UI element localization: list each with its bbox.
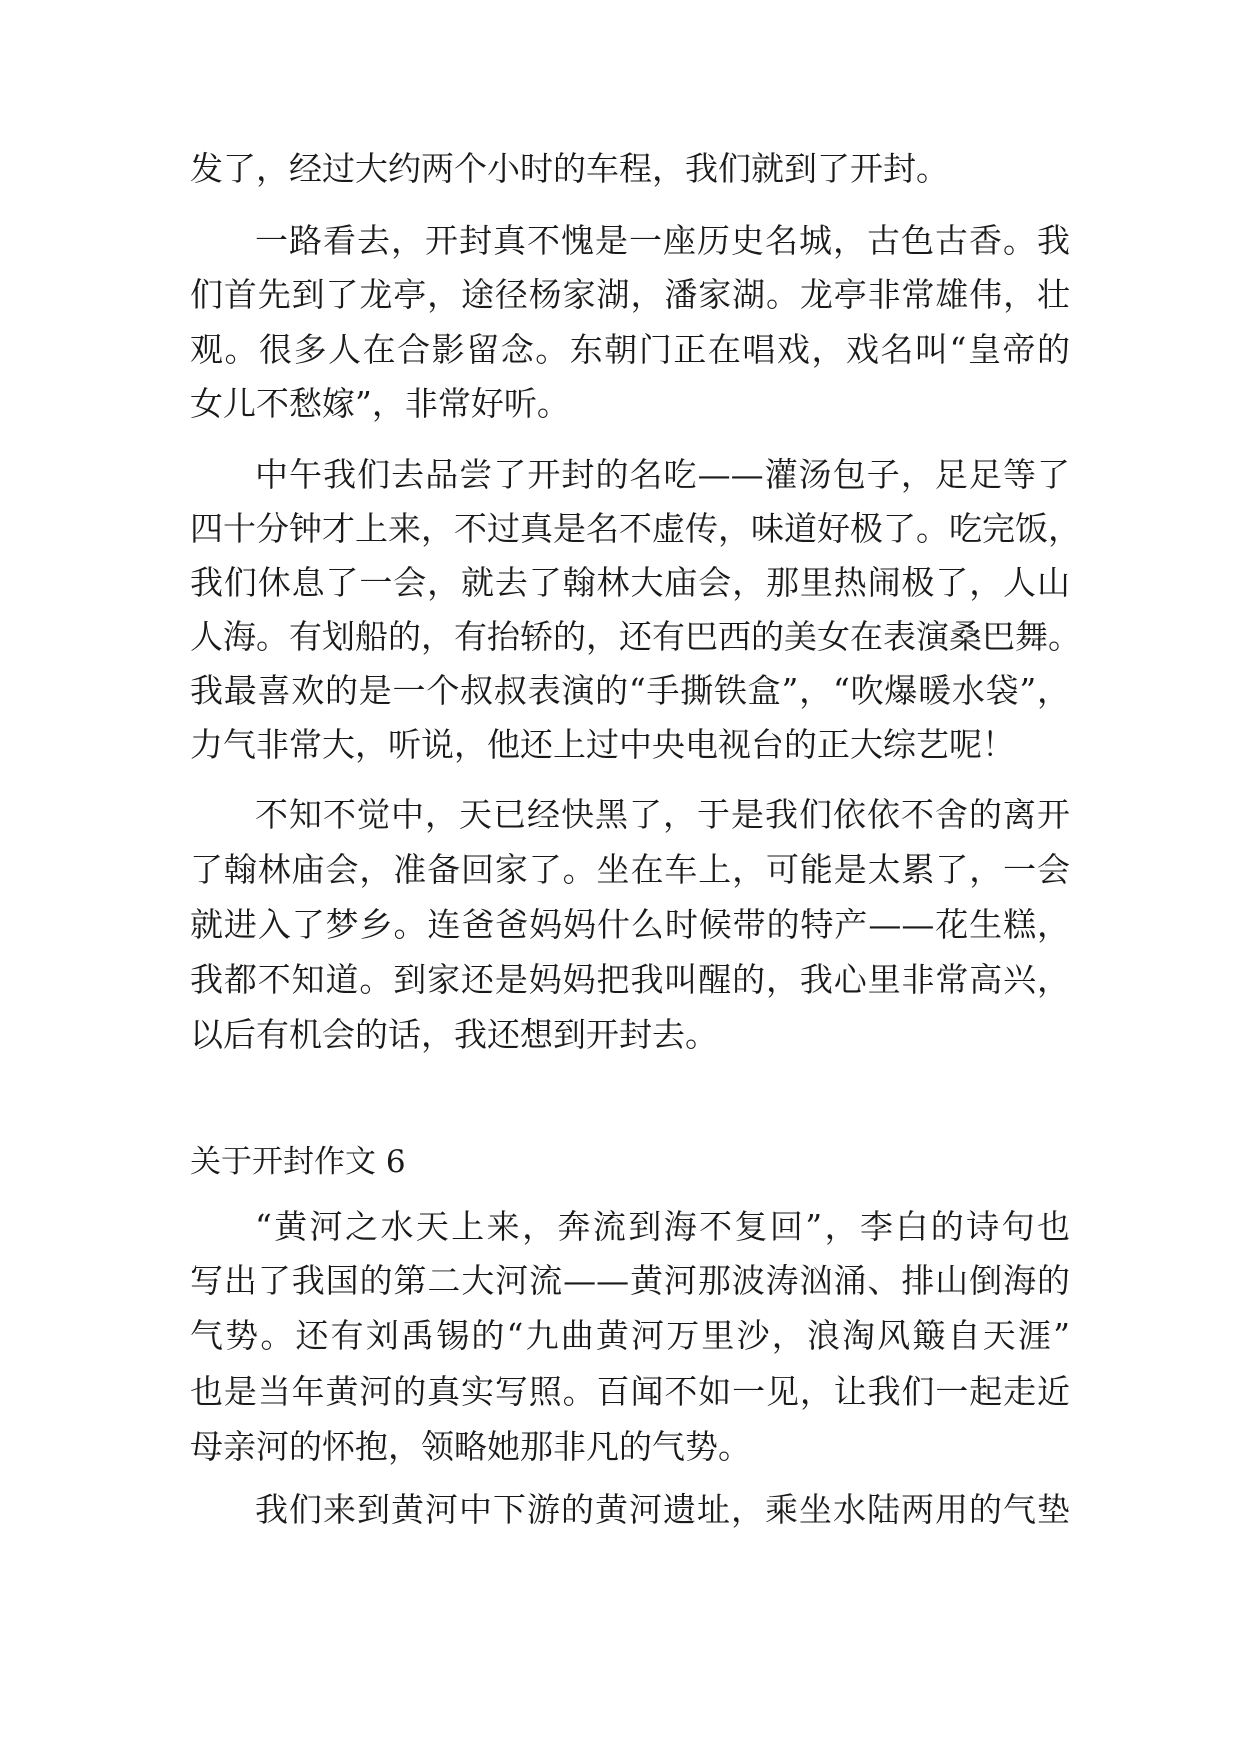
text-line: “黄河之水天上来，奔流到海不复回”，李白的诗句也 (255, 1207, 1070, 1246)
text-line: 我最喜欢的是一个叔叔表演的“手撕铁盒”，“吹爆暖水袋”， (190, 671, 1070, 710)
text-line: 人海。有划船的，有抬轿的，还有巴西的美女在表演桑巴舞。 (190, 617, 1081, 656)
text-line: 力气非常大，听说，他还上过中央电视台的正大综艺呢！ (190, 725, 1015, 764)
text-line: 我们来到黄河中下游的黄河遗址，乘坐水陆两用的气垫 (255, 1490, 1070, 1529)
section-heading: 关于开封作文 6 (190, 1144, 406, 1180)
text-line: 四十分钟才上来，不过真是名不虚传，味道好极了。吃完饭， (190, 509, 1081, 548)
text-line: 就进入了梦乡。连爸爸妈妈什么时候带的特产——花生糕， (190, 905, 1070, 944)
text-line: 我们休息了一会，就去了翰林大庙会，那里热闹极了，人山 (190, 563, 1070, 602)
text-line: 了翰林庙会，准备回家了。坐在车上，可能是太累了，一会 (190, 850, 1070, 889)
text-line: 母亲河的怀抱，领略她那非凡的气势。 (190, 1427, 751, 1466)
text-line: 写出了我国的第二大河流——黄河那波涛汹涌、排山倒海的 (190, 1261, 1070, 1300)
text-line: 中午我们去品尝了开封的名吃——灌汤包子，足足等了 (255, 455, 1070, 494)
text-line: 我都不知道。到家还是妈妈把我叫醒的，我心里非常高兴， (190, 960, 1070, 999)
text-line: 女儿不愁嫁”，非常好听。 (190, 384, 570, 423)
text-line: 以后有机会的话，我还想到开封去。 (190, 1015, 718, 1054)
text-line: 一路看去，开封真不愧是一座历史名城，古色古香。我 (255, 221, 1070, 260)
text-line: 观。很多人在合影留念。东朝门正在唱戏，戏名叫“皇帝的 (190, 330, 1070, 369)
text-line: 气势。还有刘禹锡的“九曲黄河万里沙，浪淘风簸自天涯” (190, 1316, 1070, 1355)
text-line: 不知不觉中，天已经快黑了，于是我们依依不舍的离开 (255, 795, 1070, 834)
text-line: 也是当年黄河的真实写照。百闻不如一见，让我们一起走近 (190, 1372, 1070, 1411)
text-line: 们首先到了龙亭，途径杨家湖，潘家湖。龙亭非常雄伟，壮 (190, 275, 1070, 314)
text-line: 发了，经过大约两个小时的车程，我们就到了开封。 (190, 149, 949, 188)
